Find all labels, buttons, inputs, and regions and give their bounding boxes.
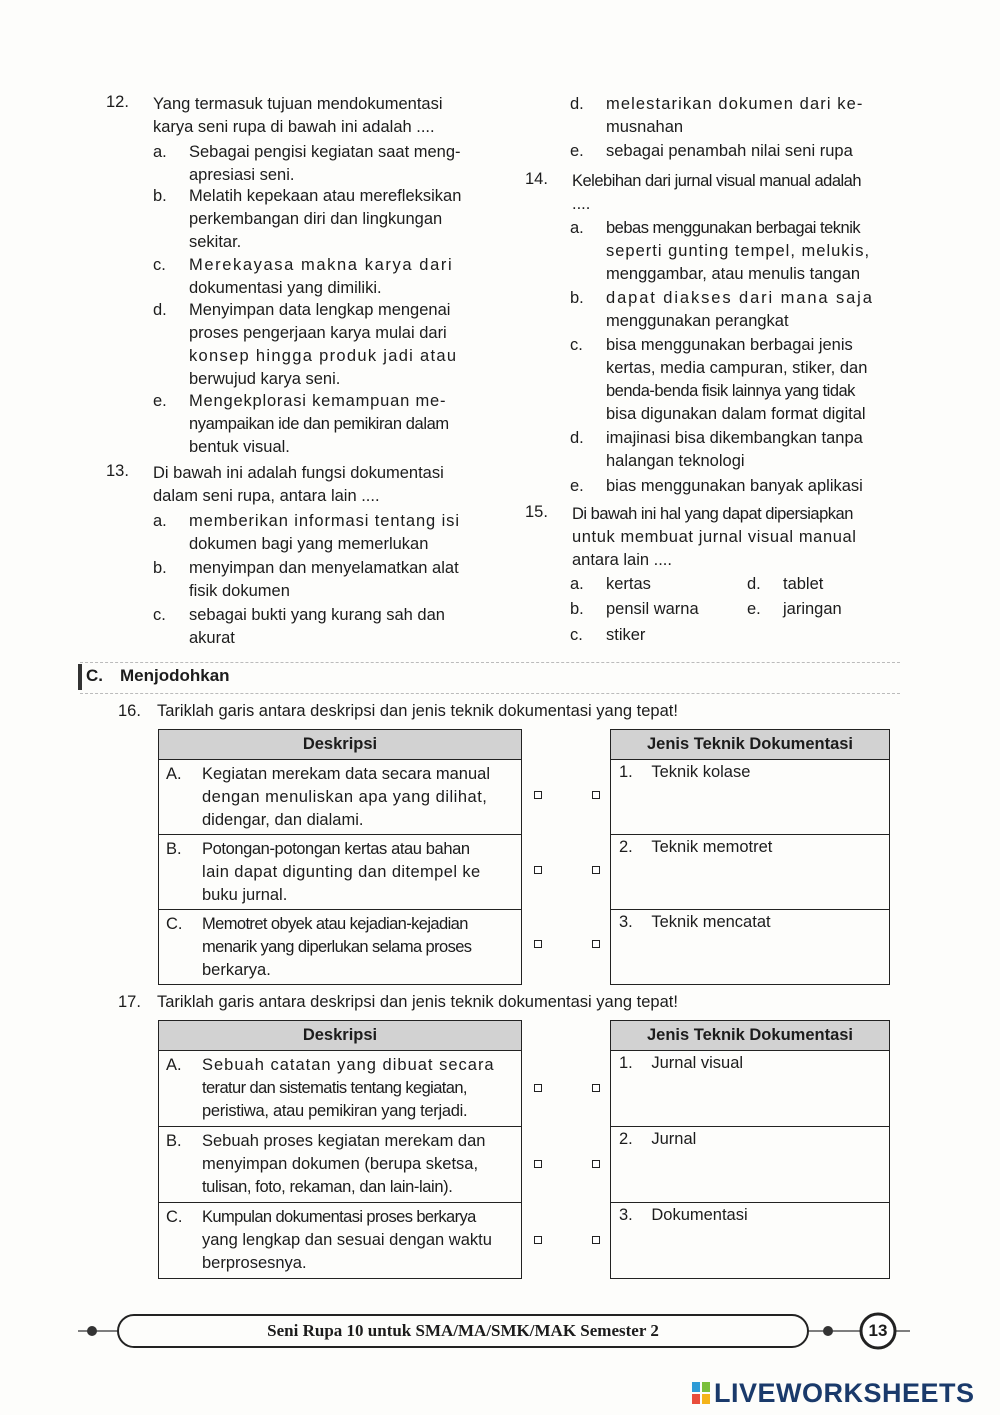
description-letter: A. [166, 1056, 182, 1074]
q15-stem-line: antara lain .... [572, 551, 672, 569]
option-line: menggambar, atau menulis tangan [606, 265, 861, 283]
description-letter: A. [166, 765, 182, 783]
q16-technique-2 [611, 835, 890, 910]
description-line: berprosesnya. [202, 1254, 307, 1272]
option-line: apresiasi seni. [189, 166, 295, 184]
q17-left-connector-a[interactable] [534, 1084, 542, 1092]
q16-left-connector-a[interactable] [534, 791, 542, 799]
option-letter: c. [153, 606, 166, 624]
option-line: berwujud karya seni. [189, 370, 341, 388]
footer-right-bullet [823, 1326, 833, 1336]
q16-right-header: Jenis Teknik Dokumentasi [611, 730, 890, 760]
description-line: didengar, dan dialami. [202, 811, 364, 829]
option-line: Sebagai pengisi kegiatan saat meng- [189, 143, 461, 161]
technique-text: Teknik mencatat [651, 913, 771, 931]
footer-book-title: Seni Rupa 10 untuk SMA/MA/SMK/MAK Semester 2 [267, 1321, 659, 1340]
q14-number: 14. [525, 170, 548, 188]
option-line: musnahan [606, 118, 684, 136]
description-line: Memotret obyek atau kejadian-kejadian [202, 915, 468, 933]
option-text: kertas [606, 575, 651, 593]
q13-stem-line: Di bawah ini adalah fungsi dokumentasi [153, 464, 444, 482]
technique-number: 3. [619, 1206, 633, 1224]
option-line: bisa digunakan dalam format digital [606, 405, 866, 423]
option-line: dokumen bagi yang memerlukan [189, 535, 429, 553]
option-line: bias menggunakan banyak aplikasi [606, 477, 863, 495]
option-text: jaringan [783, 600, 842, 618]
q16-right-connector-c[interactable] [592, 940, 600, 948]
footer-left-bullet [87, 1326, 97, 1336]
option-line: sekitar. [189, 233, 242, 251]
q17-technique-table [610, 1020, 890, 1279]
q16-right-connector-b[interactable] [592, 866, 600, 874]
option-text: pensil warna [606, 600, 699, 618]
description-line: menarik yang diperlukan selama proses [202, 938, 472, 956]
description-line: menyimpan dokumen (berupa sketsa, [202, 1155, 479, 1173]
option-letter: b. [153, 559, 167, 577]
liveworksheets-watermark[interactable] [692, 1378, 992, 1408]
description-line: buku jurnal. [202, 886, 288, 904]
option-letter: c. [153, 256, 166, 274]
option-letter: d. [153, 301, 167, 319]
q17-number: 17. [118, 993, 141, 1011]
q13-stem [153, 462, 479, 508]
technique-number: 1. [619, 1054, 633, 1072]
q17-right-connector-b[interactable] [592, 1160, 600, 1168]
option-line: Menyimpan data lengkap mengenai [189, 301, 451, 319]
q16-technique-3 [611, 910, 890, 985]
q14-stem-line: .... [572, 195, 591, 213]
q12-stem [153, 93, 479, 139]
option-text: tablet [783, 575, 824, 593]
option-letter: d. [747, 575, 761, 593]
description-line: Kumpulan dokumentasi proses berkarya [202, 1208, 476, 1226]
option-line: dapat diakses dari mana saja [606, 289, 874, 307]
description-letter: C. [166, 915, 183, 933]
option-letter: a. [570, 575, 584, 593]
description-line: Potongan-potongan kertas atau bahan [202, 840, 470, 858]
q17-technique-2 [611, 1127, 890, 1203]
technique-text: Jurnal [651, 1130, 697, 1148]
option-line: kertas, media campuran, stiker, dan [606, 359, 868, 377]
description-line: lain dapat digunting dan ditempel ke [202, 863, 481, 881]
q12-stem-line: Yang termasuk tujuan mendokumentasi [153, 95, 443, 113]
description-letter: C. [166, 1208, 183, 1226]
option-line: bebas menggunakan berbagai teknik [606, 219, 861, 237]
technique-text: Teknik kolase [651, 763, 751, 781]
q15-stem [572, 503, 894, 572]
technique-number: 1. [619, 763, 633, 781]
technique-number: 3. [619, 913, 633, 931]
option-letter: c. [570, 336, 583, 354]
section-c-marker [78, 664, 82, 690]
option-letter: a. [570, 219, 584, 237]
q14-stem [572, 170, 894, 216]
option-line: fisik dokumen [189, 582, 290, 600]
option-line: nyampaikan ide dan pemikiran dalam [189, 415, 449, 433]
option-letter: e. [747, 600, 761, 618]
description-line: Kegiatan merekam data secara manual [202, 765, 490, 783]
q16-description-c [159, 910, 522, 985]
q17-left-header: Deskripsi [159, 1021, 522, 1051]
q14-stem-line: Kelebihan dari jurnal visual manual adalah [572, 172, 862, 190]
option-line: akurat [189, 629, 235, 647]
option-line: halangan teknologi [606, 452, 745, 470]
description-letter: B. [166, 1132, 182, 1150]
option-line: menggunakan perangkat [606, 312, 789, 330]
q16-left-connector-b[interactable] [534, 866, 542, 874]
description-line: peristiwa, atau pemikiran yang terjadi. [202, 1102, 468, 1120]
option-line: sebagai bukti yang kurang sah dan [189, 606, 445, 624]
q16-technique-1 [611, 760, 890, 835]
option-letter: e. [570, 477, 584, 495]
q17-instruction: Tariklah garis antara deskripsi dan jenis teknik dokumentasi yang tepat! [157, 993, 678, 1011]
option-line: imajinasi bisa dikembangkan tanpa [606, 429, 863, 447]
option-line: bisa menggunakan berbagai jenis [606, 336, 853, 354]
option-line: sebagai penambah nilai seni rupa [606, 142, 853, 160]
description-line: Sebuah catatan yang dibuat secara [202, 1056, 495, 1074]
q15-number: 15. [525, 503, 548, 521]
option-letter: c. [570, 626, 583, 644]
q16-technique-table [610, 729, 890, 985]
q17-technique-1 [611, 1051, 890, 1127]
liveworksheets-wordmark: LIVEWORKSHEETS [714, 1378, 975, 1408]
option-line: proses pengerjaan karya mulai dari [189, 324, 447, 342]
option-line: seperti gunting tempel, melukis, [606, 242, 871, 260]
option-letter: e. [570, 142, 584, 160]
description-line: dengan menuliskan apa yang dilihat, [202, 788, 488, 806]
q13-number: 13. [106, 462, 129, 480]
q16-description-a [159, 760, 522, 835]
option-letter: b. [570, 289, 584, 307]
q17-description-b [159, 1127, 522, 1203]
q15-stem-line: untuk membuat jurnal visual manual [572, 528, 857, 546]
q12-stem-line: karya seni rupa di bawah ini adalah .... [153, 118, 435, 136]
option-letter: a. [153, 512, 167, 530]
page-number: 13 [868, 1321, 888, 1340]
q17-right-header: Jenis Teknik Dokumentasi [611, 1021, 890, 1051]
section-c-letter: C. [86, 666, 103, 685]
q16-instruction: Tariklah garis antara deskripsi dan jenis teknik dokumentasi yang tepat! [157, 702, 678, 720]
option-line: melestarikan dokumen dari ke- [606, 95, 864, 113]
option-letter: b. [153, 187, 167, 205]
q16-right-connector-a[interactable] [592, 791, 600, 799]
description-line: teratur dan sistematis tentang kegiatan, [202, 1079, 467, 1097]
technique-text: Teknik memotret [651, 838, 773, 856]
liveworksheets-logo-icon [692, 1382, 710, 1404]
option-line: dokumentasi yang dimiliki. [189, 279, 382, 297]
q13-stem-line: dalam seni rupa, antara lain .... [153, 487, 380, 505]
q16-description-b [159, 835, 522, 910]
q12-number: 12. [106, 93, 129, 111]
option-line: Melatih kepekaan atau merefleksikan [189, 187, 462, 205]
q17-right-connector-a[interactable] [592, 1084, 600, 1092]
q17-left-connector-b[interactable] [534, 1160, 542, 1168]
q15-stem-line: Di bawah ini hal yang dapat dipersiapkan [572, 505, 853, 523]
q16-left-header: Deskripsi [159, 730, 522, 760]
option-line: perkembangan diri dan lingkungan [189, 210, 443, 228]
option-letter: b. [570, 600, 584, 618]
section-c-title: Menjodohkan [120, 666, 230, 685]
q17-technique-3 [611, 1203, 890, 1279]
q17-left-connector-c[interactable] [534, 1236, 542, 1244]
description-line: yang lengkap dan sesuai dengan waktu [202, 1231, 492, 1249]
description-line: tulisan, foto, rekaman, dan lain-lain). [202, 1178, 453, 1196]
technique-number: 2. [619, 1130, 633, 1148]
technique-text: Jurnal visual [651, 1054, 744, 1072]
option-line: menyimpan dan menyelamatkan alat [189, 559, 459, 577]
option-line: konsep hingga produk jadi atau [189, 347, 458, 365]
option-line: benda-benda fisik lainnya yang tidak [606, 382, 855, 400]
page-footer [78, 1312, 910, 1350]
q17-right-connector-c[interactable] [592, 1236, 600, 1244]
option-line: bentuk visual. [189, 438, 290, 456]
option-letter: e. [153, 392, 167, 410]
q16-description-table [158, 729, 522, 985]
option-letter: a. [153, 143, 167, 161]
description-letter: B. [166, 840, 182, 858]
option-line: memberikan informasi tentang isi [189, 512, 460, 530]
option-letter: d. [570, 95, 584, 113]
description-line: berkarya. [202, 961, 271, 979]
q17-description-a [159, 1051, 522, 1127]
q17-description-table [158, 1020, 522, 1279]
option-text: stiker [606, 626, 646, 644]
technique-number: 2. [619, 838, 633, 856]
q17-description-c [159, 1203, 522, 1279]
option-line: Mengekplorasi kemampuan me- [189, 392, 447, 410]
description-line: Sebuah proses kegiatan merekam dan [202, 1132, 486, 1150]
q16-number: 16. [118, 702, 141, 720]
q16-left-connector-c[interactable] [534, 940, 542, 948]
option-letter: d. [570, 429, 584, 447]
option-line: Merekayasa makna karya dari [189, 256, 454, 274]
technique-text: Dokumentasi [651, 1206, 748, 1224]
